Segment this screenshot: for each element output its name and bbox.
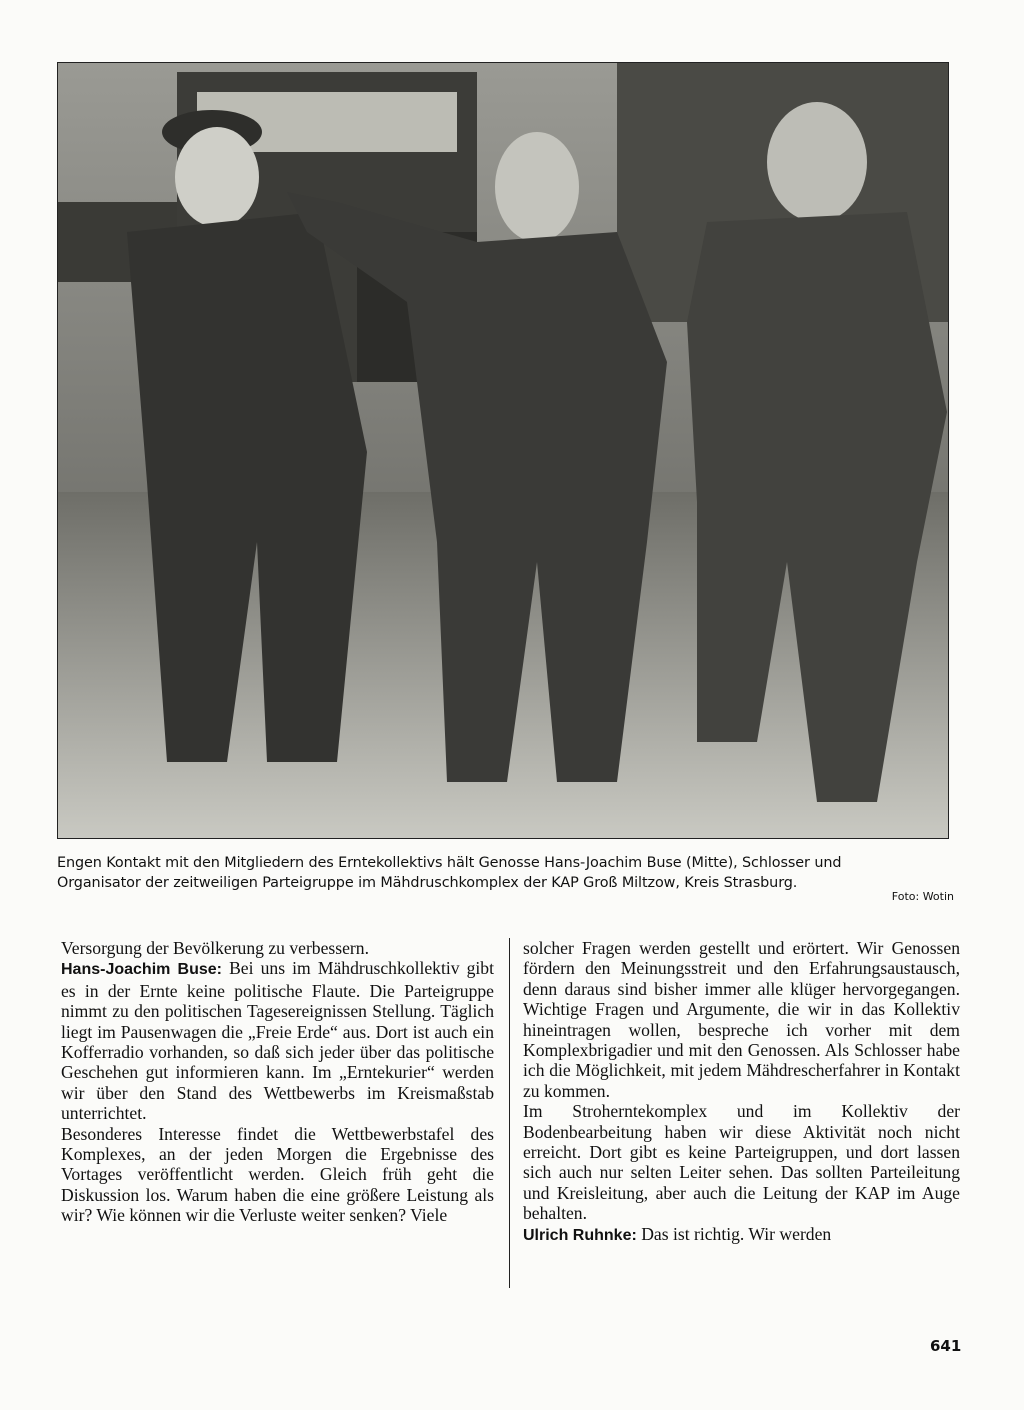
page-number: 641 — [930, 1337, 962, 1355]
paragraph-fragen: solcher Fragen werden gestellt und erörtert. Wir Genossen fördern den Meinungsstreit und den Erfahrungsaustausch, denn daraus sind bisher immer alle klüger hervorgegangen. Wichtige Fragen und Argumente, die wir in das Kollektiv hineintragen wollen, bespreche ich vorher mit dem Komplexbrigadier und mit den Genossen. Als Schlosser habe ich die Möglichkeit, mit jedem Mähdrescherfahrer in Kontakt zu kommen. — [523, 938, 960, 1101]
photo-caption — [57, 853, 947, 893]
column-divider — [509, 938, 510, 1288]
paragraph-text: Bei uns im Mähdruschkollektiv gibt es in der Ernte keine politische Flaute. Die Parteigruppe nimmt zu den politischen Tagesereignissen Stellung. Täglich liegt im Pausenwagen die „Freie Erde“ aus. Dort ist auch ein Kofferradio vorhanden, so daß sich jeder über das politische Geschehen gut informieren kann. Im „Erntekurier“ werden wir über den Stand des Wettbewerbs im Kreismaßstab unterrichtet. — [61, 958, 494, 1124]
photo-three-workers — [57, 62, 949, 839]
right-column — [523, 938, 960, 1246]
paragraph-intro: Versorgung der Bevölkerung zu verbessern. — [61, 938, 369, 958]
photo-workers-walking-icon — [57, 62, 949, 839]
speaker-name: Hans-Joachim Buse: — [61, 961, 222, 979]
paragraph-ruhnke — [523, 1224, 960, 1246]
paragraph-wettbewerb: Besonderes Interesse findet die Wettbewerbstafel des Komplexes, an der jeden Morgen die Ergebnisse des Vortages veröffentlicht werden. Gleich früh geht die Diskussion los. Warum haben die eine größere Leistung als wir? Wie können wir die Verluste weiter senken? Viele — [61, 1123, 494, 1226]
speaker-name: Ulrich Ruhnke: — [523, 1226, 637, 1244]
photo-credit: Foto: Wotin — [891, 890, 954, 903]
paragraph-buse — [61, 958, 494, 1123]
caption-line-1: Engen Kontakt mit den Mitgliedern des Erntekollektivs hält Genosse Hans-Joachim Buse (Mitte), Schlosser und — [57, 855, 842, 871]
paragraph-text: Das ist richtig. Wir werden — [636, 1223, 832, 1244]
left-column — [61, 938, 494, 1226]
caption-line-2: Organisator der zeitweiligen Parteigruppe im Mähdruschkomplex der KAP Groß Miltzow, Kreis Strasburg. — [57, 875, 798, 891]
paragraph-strohernte: Im Stroherntekomplex und im Kollektiv der Bodenbearbeitung haben wir diese Aktivität noch nicht erreicht. Dort gibt es keine Parteigruppen, und dort lassen sich auch nur selten Leiter sehen. Das sollten Parteileitung und Kreisleitung, aber auch die Leitung der KAP im Auge behalten. — [523, 1101, 960, 1224]
